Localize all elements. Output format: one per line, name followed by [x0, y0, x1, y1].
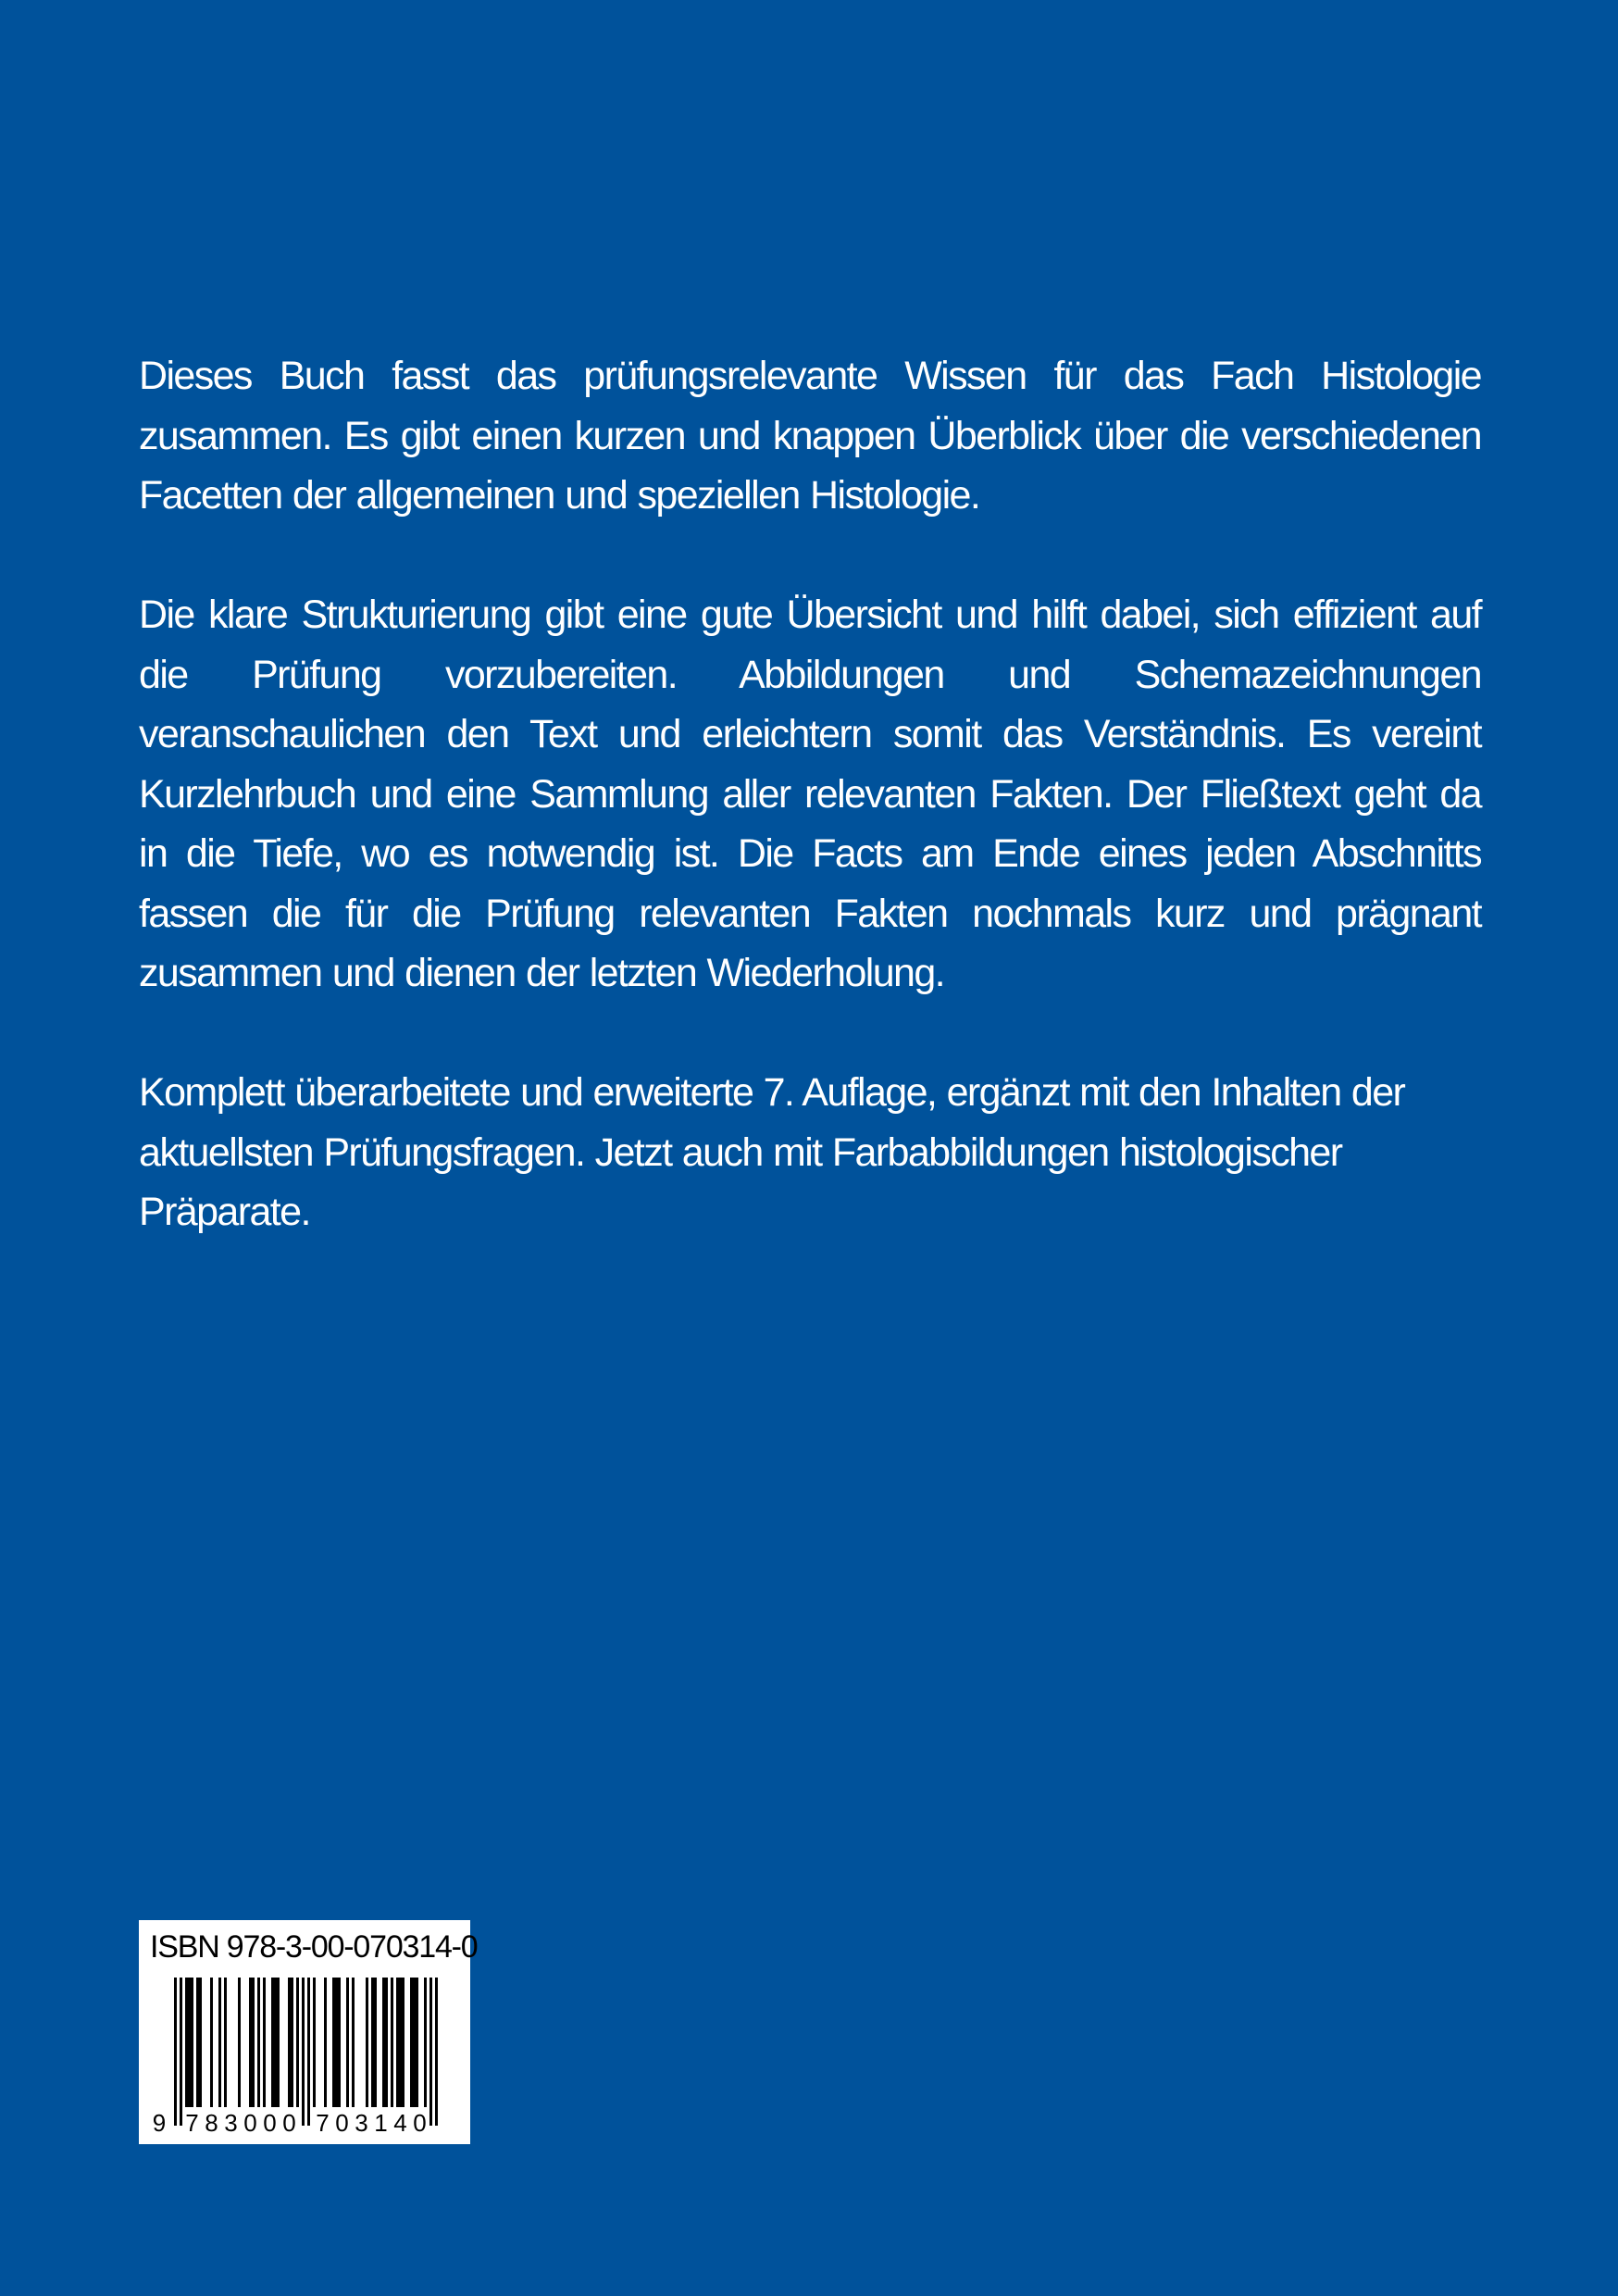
barcode-bar [288, 1978, 291, 2107]
barcode-digit: 0 [263, 2109, 277, 2137]
barcode-bar [257, 1978, 260, 2107]
barcode-bar [296, 1978, 299, 2107]
barcode-digit: 9 [152, 2109, 167, 2137]
isbn-barcode-box [139, 1920, 478, 2144]
barcode-bar [218, 1978, 221, 2107]
barcode-bar [413, 1978, 416, 2107]
barcode-bar [263, 1978, 266, 2107]
barcode-digit: 8 [205, 2109, 218, 2137]
barcode-bar [210, 1978, 213, 2107]
barcode-bar [335, 1978, 338, 2107]
blurb-paragraph-1: Dieses Buch fasst das prüfungsrelevante Wissen für das Fach Histologie zusammen. Es gibt einen kurzen und knappen Überblick über die verschiedenen Facetten der allgemeinen und speziellen Histologie. [139, 354, 1481, 518]
barcode-bar [277, 1978, 280, 2107]
barcode-digit: 0 [335, 2109, 349, 2137]
barcode-digit: 0 [282, 2109, 296, 2137]
barcode-digit: 0 [413, 2109, 427, 2137]
barcode-bar [174, 1978, 177, 2126]
barcode-bar [410, 1978, 413, 2107]
barcode-bar [185, 1978, 188, 2107]
barcode-bar [424, 1978, 427, 2107]
barcode-digit: 7 [316, 2109, 330, 2137]
barcode-bar [274, 1978, 277, 2107]
barcode-bar [271, 1978, 274, 2107]
barcode-digit: 1 [374, 2109, 388, 2137]
barcode-digit: 0 [243, 2109, 257, 2137]
barcode-bar [224, 1978, 227, 2107]
barcode-bar [307, 1978, 310, 2126]
barcode-bar [252, 1978, 255, 2107]
barcode-bar [366, 1978, 368, 2107]
blurb-paragraph-2: Die klare Strukturierung gibt eine gute Übersicht und hilft dabei, sich effizient auf die Prüfung vorzubereiten. Abbildungen und Schemazeichnungen veranschaulichen den Text und erleichtern somit das Verständnis. Es vereint Kurzlehrbuch und eine Sammlung aller relevanten Fakten. Der Fließtext geht da in die Tiefe, wo es notwendig ist. Die Facts am Ende eines jeden Abschnitts fassen die für die Prüfung relevanten Fakten nochmals kurz und prägnant zusammen und dienen der letzten Wiederholung. [139, 593, 1481, 995]
barcode-bar [429, 1978, 432, 2126]
barcode-bar [199, 1978, 202, 2107]
barcode-bar [338, 1978, 341, 2107]
barcode-bar [191, 1978, 193, 2107]
barcode-bar [291, 1978, 293, 2107]
barcode-bar [352, 1978, 355, 2107]
barcode-bar [385, 1978, 388, 2107]
barcode-bar [391, 1978, 393, 2107]
barcode-bar [332, 1978, 335, 2107]
barcode-bar [238, 1978, 241, 2107]
blurb-paragraph-3: Komplett überarbeitete und erweiterte 7. Auflage, ergänzt mit den Inhalten der aktuellsten Prüfungsfragen. Jetzt auch mit Farbabbildungen histologischer Präparate. [139, 1070, 1405, 1234]
barcode-bar [371, 1978, 374, 2107]
ean13-barcode [148, 1978, 461, 2137]
barcode-bar [435, 1978, 438, 2126]
barcode-digit: 3 [224, 2109, 238, 2137]
barcode-bar [416, 1978, 418, 2107]
isbn-label: ISBN 978-3-00-070314-0 [150, 1929, 478, 1965]
barcode-bar [313, 1978, 316, 2107]
barcode-bar [196, 1978, 199, 2107]
barcode-bar [402, 1978, 404, 2107]
barcode-bar [346, 1978, 349, 2107]
barcode-bar [302, 1978, 305, 2126]
barcode-bar [399, 1978, 402, 2107]
barcode-bar [249, 1978, 252, 2107]
barcode-bar [188, 1978, 191, 2107]
barcode-bar [180, 1978, 182, 2126]
barcode-bar [382, 1978, 385, 2107]
barcode-bar [396, 1978, 399, 2107]
barcode-bar [374, 1978, 377, 2107]
barcode-digit: 3 [355, 2109, 368, 2137]
barcode-digit: 7 [185, 2109, 199, 2137]
barcode-bar [324, 1978, 327, 2107]
back-cover-blurb [139, 346, 1481, 1242]
barcode-digit: 4 [393, 2109, 407, 2137]
